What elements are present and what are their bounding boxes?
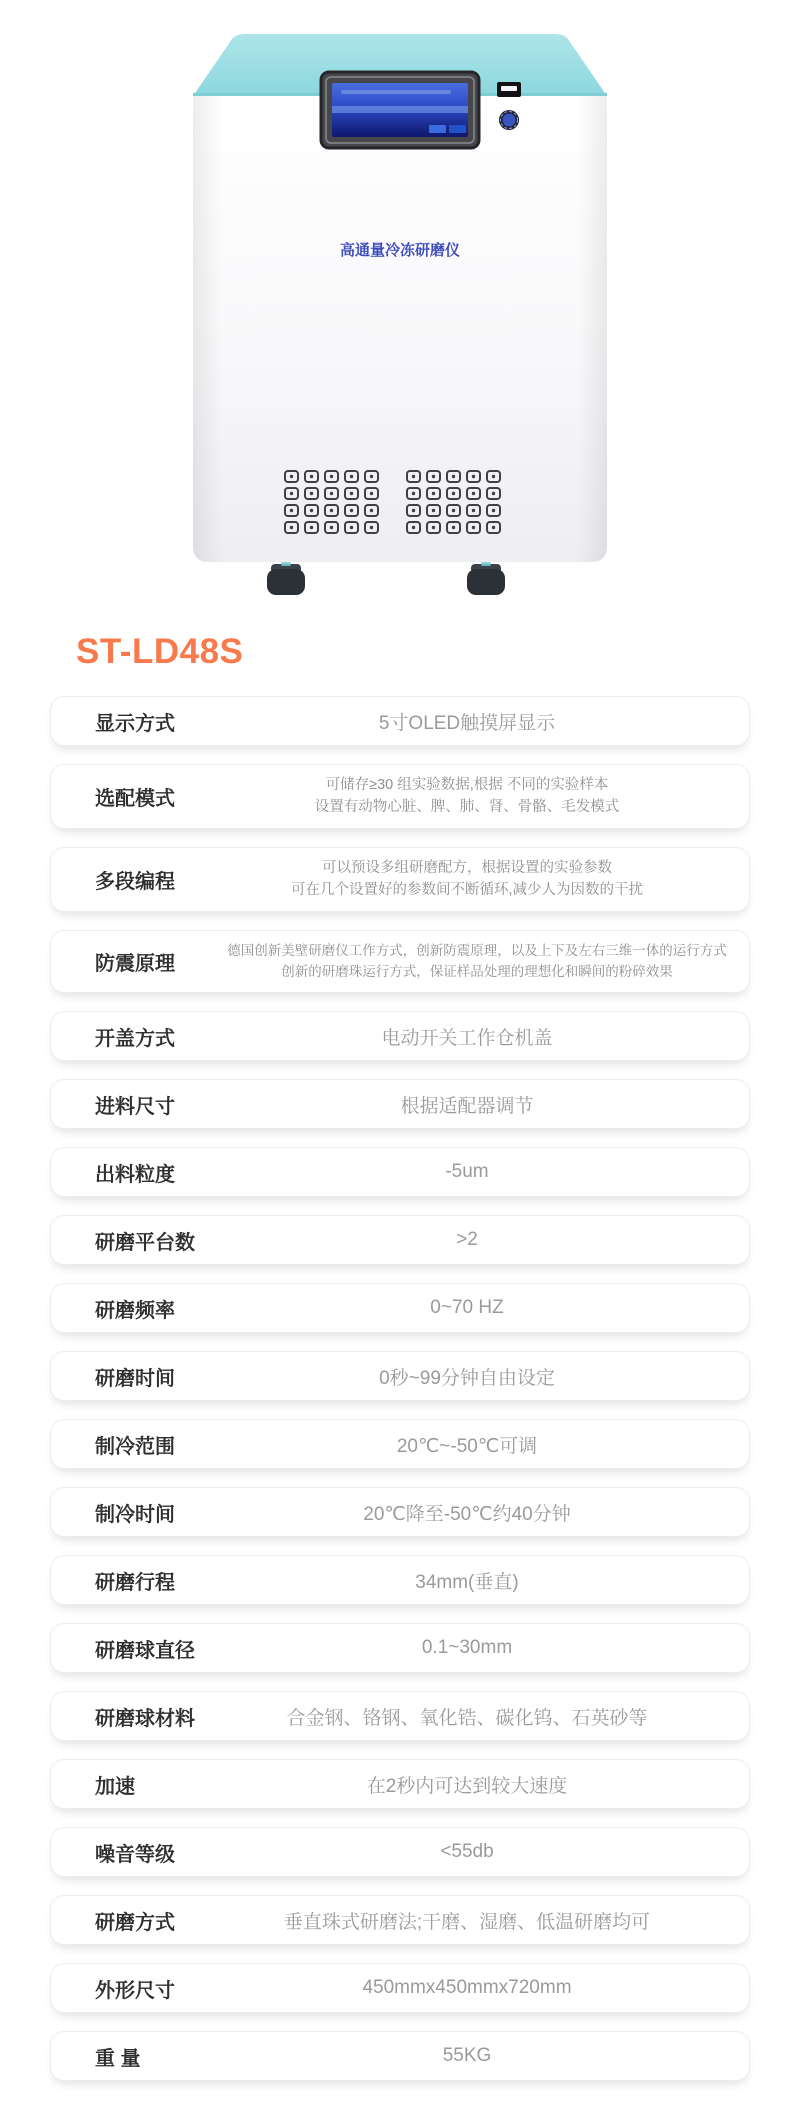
spec-value: 20℃~-50℃可调 bbox=[396, 1435, 538, 1457]
spec-value: 0.1~30mm bbox=[421, 1637, 513, 1659]
spec-value-line: 德国创新美壁研磨仪工作方式，创新防震原理，以及上下及左右三维一体的运行方式 bbox=[227, 942, 727, 958]
spec-label: 研磨方式 bbox=[95, 1911, 175, 1934]
spec-value: 垂直珠式研磨法;干磨、湿磨、低温研磨均可 bbox=[283, 1911, 651, 1933]
spec-label: 防震原理 bbox=[95, 952, 175, 975]
spec-row bbox=[50, 1147, 750, 1197]
spec-row bbox=[50, 1895, 750, 1945]
machine-illustration bbox=[185, 26, 615, 626]
spec-row bbox=[50, 1963, 750, 2013]
spec-row bbox=[50, 930, 750, 993]
spec-row bbox=[50, 2031, 750, 2081]
spec-label: 研磨时间 bbox=[95, 1367, 175, 1390]
spec-label: 出料粒度 bbox=[95, 1163, 175, 1186]
product-hero bbox=[0, 0, 800, 626]
machine-foot-right bbox=[467, 562, 505, 595]
spec-row bbox=[50, 1487, 750, 1537]
spec-value-line: 可以预设多组研磨配方，根据设置的实验参数 bbox=[322, 859, 612, 876]
spec-row bbox=[50, 1351, 750, 1401]
machine-front-label: 高通量冷冻研磨仪 bbox=[339, 242, 461, 259]
model-title: ST-LD48S bbox=[76, 632, 244, 671]
spec-value-line: 可储存≥30 组实验数据,根据 不同的实验样本 bbox=[325, 777, 609, 793]
spec-row bbox=[50, 1283, 750, 1333]
spec-row bbox=[50, 1419, 750, 1469]
spec-label: 制冷范围 bbox=[95, 1435, 175, 1458]
spec-row bbox=[50, 1759, 750, 1809]
spec-value: 0秒~99分钟自由设定 bbox=[379, 1367, 555, 1389]
machine-foot-left bbox=[267, 562, 305, 595]
spec-value: 在2秒内可达到较大速度 bbox=[366, 1775, 568, 1797]
spec-label: 研磨频率 bbox=[95, 1299, 175, 1322]
spec-value-line: 创新的研磨珠运行方式，保证样品处理的理想化和瞬间的粉碎效果 bbox=[281, 964, 673, 980]
spec-row bbox=[50, 696, 750, 746]
spec-row bbox=[50, 1555, 750, 1605]
spec-row bbox=[50, 1011, 750, 1061]
spec-value-line: 设置有动物心脏、脾、肺、肾、骨骼、毛发模式 bbox=[314, 799, 620, 816]
machine-front-panel bbox=[193, 96, 607, 562]
spec-value-line: 可在几个设置好的参数间不断循环,减少人为因数的干扰 bbox=[290, 882, 644, 899]
spec-value: 根据适配器调节 bbox=[400, 1095, 534, 1117]
spec-value: <55db bbox=[440, 1841, 494, 1863]
spec-label: 重 量 bbox=[95, 2047, 141, 2070]
spec-value: 450mmx450mmx720mm bbox=[362, 1977, 572, 1999]
spec-row bbox=[50, 1079, 750, 1129]
spec-value: 20℃降至-50℃约40分钟 bbox=[363, 1503, 571, 1525]
spec-label: 进料尺寸 bbox=[95, 1095, 175, 1118]
spec-value: 0~70 HZ bbox=[430, 1297, 504, 1319]
spec-value bbox=[209, 848, 749, 911]
spec-table bbox=[50, 696, 750, 2081]
spec-row bbox=[50, 764, 750, 829]
spec-row bbox=[50, 1827, 750, 1877]
spec-label: 制冷时间 bbox=[95, 1503, 175, 1526]
spec-label: 噪音等级 bbox=[95, 1843, 175, 1866]
usb-port[interactable] bbox=[497, 82, 521, 97]
spec-value: 合金钢、铬钢、氧化锆、碳化钨、石英砂等 bbox=[286, 1707, 648, 1729]
spec-label: 显示方式 bbox=[95, 712, 175, 735]
spec-label: 加速 bbox=[95, 1775, 135, 1798]
spec-value: -5um bbox=[445, 1161, 489, 1183]
touchscreen[interactable] bbox=[321, 72, 479, 148]
spec-row bbox=[50, 847, 750, 912]
spec-row bbox=[50, 1691, 750, 1741]
spec-label: 开盖方式 bbox=[95, 1027, 175, 1050]
spec-label: 多段编程 bbox=[95, 870, 175, 893]
spec-label: 选配模式 bbox=[95, 787, 175, 810]
spec-value: >2 bbox=[456, 1229, 478, 1251]
spec-label: 研磨行程 bbox=[95, 1571, 175, 1594]
spec-label: 研磨球材料 bbox=[95, 1707, 195, 1730]
power-button-icon[interactable] bbox=[499, 110, 519, 130]
spec-row bbox=[50, 1215, 750, 1265]
spec-label: 研磨平台数 bbox=[95, 1231, 195, 1254]
spec-label: 外形尺寸 bbox=[95, 1979, 175, 2002]
spec-value: 34mm(垂直) bbox=[415, 1571, 519, 1593]
spec-value bbox=[209, 765, 749, 828]
spec-value bbox=[209, 931, 749, 992]
spec-value: 55KG bbox=[442, 2045, 492, 2067]
spec-row bbox=[50, 1623, 750, 1673]
spec-value: 电动开关工作仓机盖 bbox=[381, 1027, 553, 1049]
spec-value: 5寸OLED触摸屏显示 bbox=[378, 712, 556, 734]
spec-label: 研磨球直径 bbox=[95, 1639, 195, 1662]
